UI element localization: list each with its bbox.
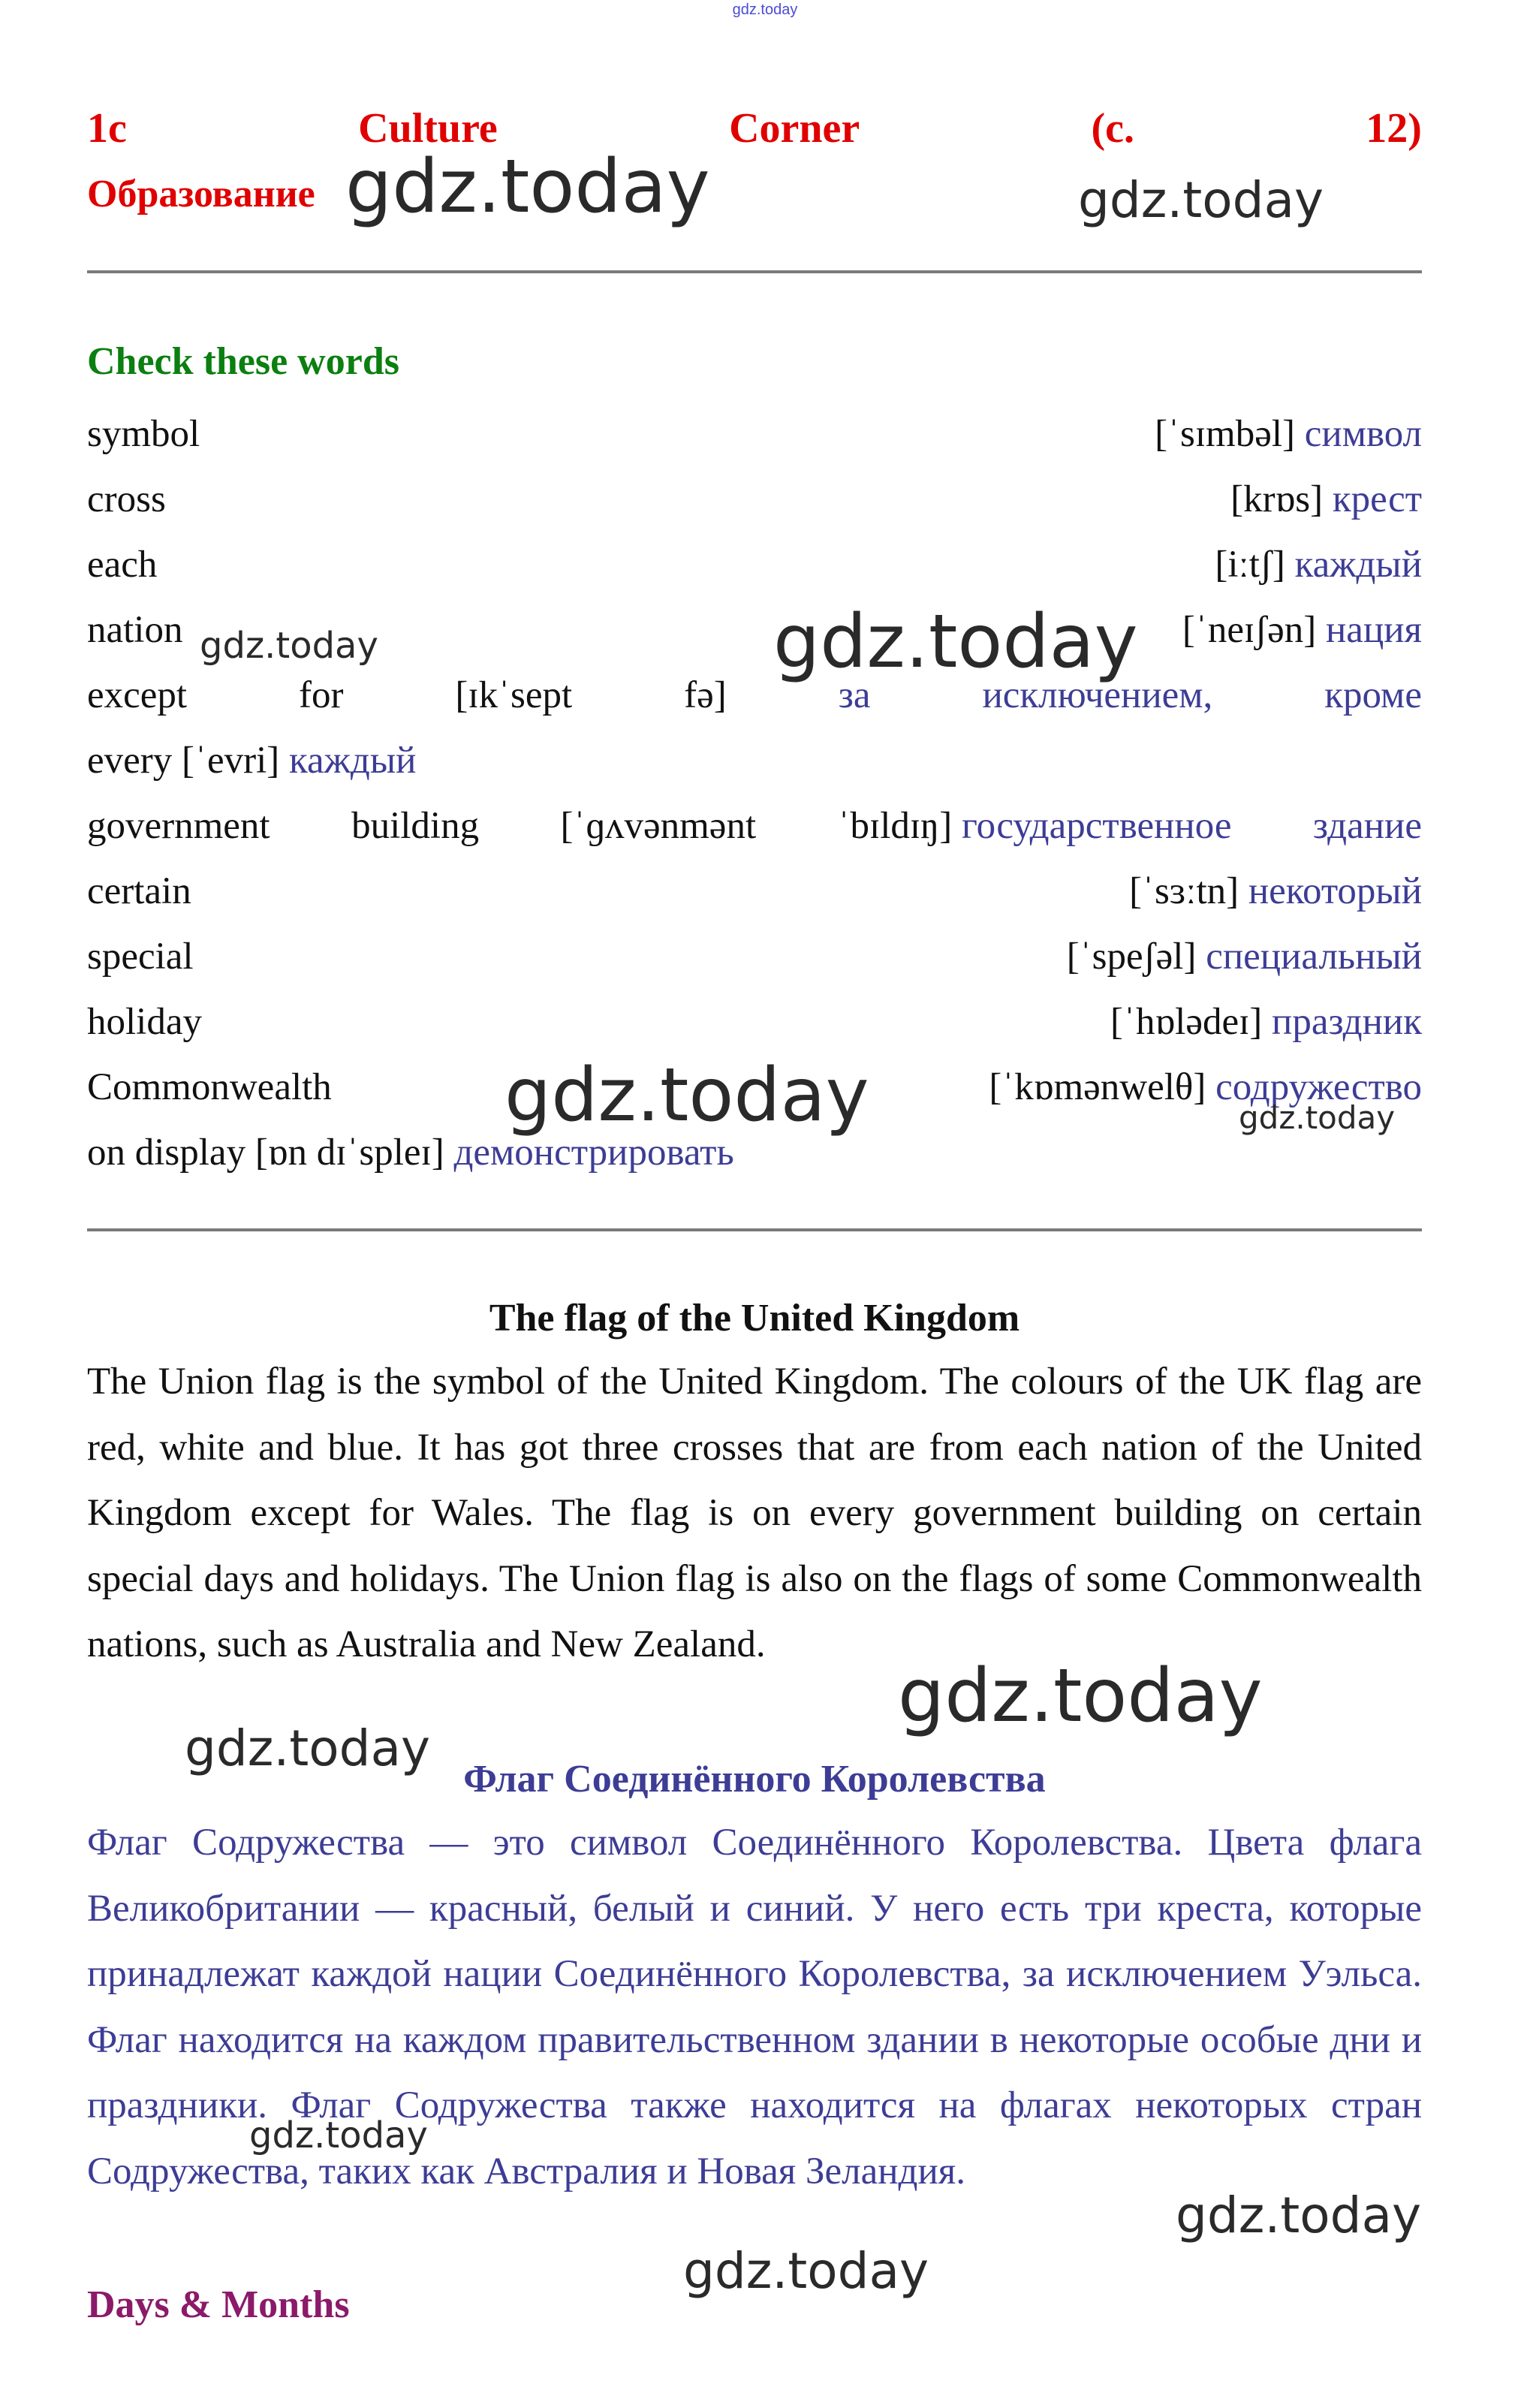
- vocab-token: fə]: [684, 674, 727, 716]
- watermark: gdz.today: [249, 2114, 428, 2156]
- vocab-token: ˈbɪldɪŋ]: [837, 804, 953, 847]
- vocab-word: Commonwealth: [87, 1065, 332, 1108]
- vocab-ipa: [ˈsɪmbəl]: [1155, 412, 1296, 455]
- text-body-ru: Флаг Содружества — это символ Соединённого Королевства. Цвета флага Великобритании — красный, белый и синий. У него есть три креста, которые принадлежат каждой нации Соединённого Королевства, за исключением Уэльса. Флаг находится на каждом правительственном здании в некоторые особые дни и праздники. Флаг Содружества также находится на флагах некоторых стран Содружества, таких как Австралия и Новая Зеландия.: [87, 1822, 1422, 2193]
- text-heading-en: The flag of the United Kingdom: [489, 1297, 1020, 1340]
- vocab-translation: крест: [1332, 478, 1422, 520]
- vocab-row: [87, 924, 1422, 989]
- vocab-translation: символ: [1304, 412, 1422, 455]
- top-watermark: gdz.today: [732, 2, 798, 18]
- vocab-token: except: [87, 674, 188, 716]
- watermark: gdz.today: [1239, 1099, 1396, 1136]
- vocab-heading: Check these words: [87, 340, 399, 383]
- vocab-row: [87, 728, 1422, 793]
- vocab-token: building: [351, 804, 480, 847]
- watermark: gdz.today: [898, 1653, 1263, 1739]
- divider: [87, 1228, 1422, 1231]
- vocab-row: [87, 466, 1422, 532]
- vocab-ipa: [ɒn dɪˈspleɪ]: [254, 1131, 444, 1174]
- title-part: 12): [1366, 105, 1422, 152]
- title-part: Culture: [358, 105, 498, 152]
- vocab-ipa: [ˈevri]: [182, 739, 280, 782]
- vocab-row: [87, 532, 1422, 597]
- vocab-row: [87, 989, 1422, 1054]
- vocab-ipa: [ˈsɜːtn]: [1129, 869, 1239, 912]
- watermark: gdz.today: [1078, 171, 1324, 229]
- watermark: gdz.today: [683, 2242, 929, 2300]
- vocab-translation: каждый: [289, 739, 417, 782]
- vocab-word: each: [87, 543, 158, 586]
- vocab-translation: праздник: [1272, 1000, 1422, 1043]
- watermark: gdz.today: [345, 144, 710, 230]
- vocab-translation: демонстрировать: [453, 1131, 734, 1174]
- vocab-ipa: [ˈhɒlədeɪ]: [1110, 1000, 1263, 1043]
- vocab-row: [87, 793, 1422, 858]
- vocab-token: исключением,: [982, 674, 1213, 716]
- vocab-word: special: [87, 935, 194, 978]
- vocab-token: [ˈɡʌvənmənt: [560, 804, 757, 847]
- vocab-translation: некоторый: [1248, 869, 1422, 912]
- page-subtitle: Образование: [87, 173, 315, 215]
- divider: [87, 270, 1422, 273]
- vocab-token: за: [838, 674, 871, 716]
- vocab-word: holiday: [87, 1000, 202, 1043]
- watermark: gdz.today: [773, 599, 1138, 685]
- vocab-row: [87, 597, 1422, 662]
- vocab-row: [87, 1120, 1422, 1185]
- vocab-word: every: [87, 739, 173, 782]
- vocab-word: symbol: [87, 412, 200, 455]
- vocab-translation: содружество: [1215, 1065, 1422, 1108]
- vocab-translation: нация: [1326, 608, 1422, 651]
- text-heading-ru: Флаг Соединённого Королевства: [463, 1758, 1046, 1801]
- vocab-ipa: [ˈkɒmənwelθ]: [989, 1065, 1206, 1108]
- vocab-token: кроме: [1324, 674, 1422, 716]
- vocab-translation: специальный: [1206, 935, 1422, 978]
- vocab-word: cross: [87, 478, 166, 520]
- title-part: 1c: [87, 105, 127, 152]
- days-months-heading: Days & Months: [87, 2283, 350, 2326]
- vocab-ipa: [ˈneɪʃən]: [1182, 608, 1317, 651]
- vocab-token: здание: [1312, 804, 1422, 847]
- watermark: gdz.today: [504, 1053, 869, 1138]
- vocab-row: [87, 858, 1422, 924]
- vocab-token: for: [299, 674, 344, 716]
- title-part: (c.: [1091, 105, 1135, 152]
- vocab-list: [87, 401, 1422, 1185]
- text-body-en: The Union flag is the symbol of the United Kingdom. The colours of the UK flag are red, white and blue. It has got three crosses that are from each nation of the United Kingdom except for Wales. The flag is on every government building on certain special days and holidays. The Union flag is also on the flags of some Commonwealth nations, such as Australia and New Zealand.: [87, 1361, 1422, 1665]
- title-part: Corner: [729, 105, 860, 152]
- page-title: [87, 102, 1422, 155]
- watermark: gdz.today: [1176, 2186, 1422, 2244]
- vocab-row: [87, 1054, 1422, 1120]
- vocab-ipa: [ˈspeʃəl]: [1066, 935, 1197, 978]
- vocab-token: государственное: [962, 804, 1232, 847]
- vocab-word: nation: [87, 608, 183, 651]
- vocab-word: on display: [87, 1131, 246, 1174]
- vocab-word: certain: [87, 869, 191, 912]
- page: [87, 0, 1422, 2408]
- watermark: gdz.today: [185, 1719, 431, 1777]
- vocab-ipa: [krɒs]: [1230, 478, 1324, 520]
- vocab-token: [ɪkˈsept: [455, 674, 573, 716]
- vocab-row: [87, 662, 1422, 728]
- vocab-token: government: [87, 804, 270, 847]
- vocab-ipa: [iːtʃ]: [1215, 543, 1285, 586]
- vocab-translation: каждый: [1294, 543, 1422, 586]
- vocab-row: [87, 401, 1422, 466]
- watermark: gdz.today: [200, 625, 378, 667]
